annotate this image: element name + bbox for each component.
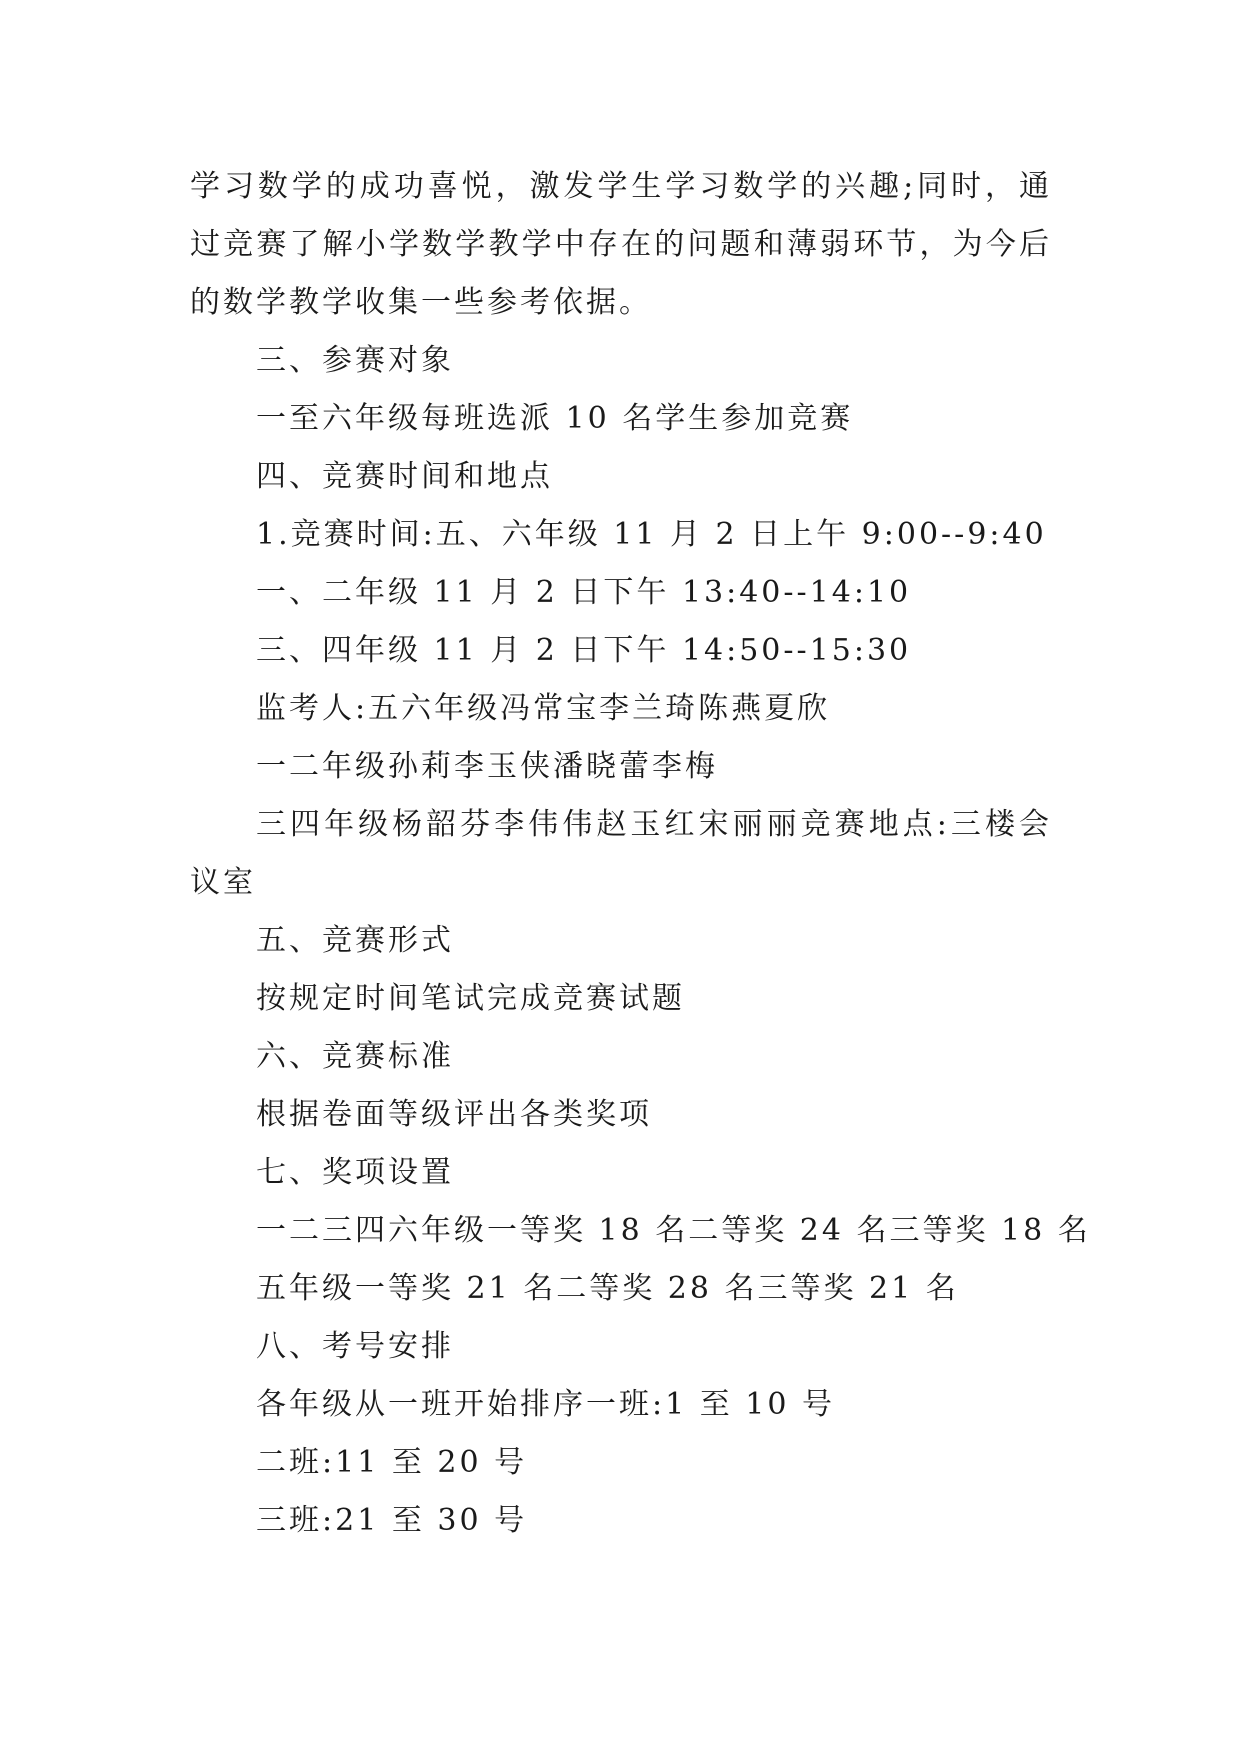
document-body bbox=[190, 158, 1091, 1550]
participants-text: 一至六年级每班选派 10 名学生参加竞赛 bbox=[256, 401, 854, 436]
section-heading-numbering: 八、考号安排 bbox=[256, 1329, 454, 1364]
intro-paragraph bbox=[190, 158, 1052, 332]
numbering-line: 三班:21 至 30 号 bbox=[256, 1503, 528, 1538]
proctor-line: 一二年级孙莉李玉侠潘晓蕾李梅 bbox=[256, 749, 718, 784]
proctor-line: 三四年级杨韶芬李伟伟赵玉红宋丽丽竞赛地点:三楼会 bbox=[256, 807, 1052, 842]
section-heading-format: 五、竞赛形式 bbox=[256, 923, 454, 958]
section-heading-time-place: 四、竞赛时间和地点 bbox=[256, 459, 553, 494]
format-text: 按规定时间笔试完成竞赛试题 bbox=[256, 981, 685, 1016]
time-line: 三、四年级 11 月 2 日下午 14:50--15:30 bbox=[256, 633, 912, 668]
section-heading-awards: 七、奖项设置 bbox=[256, 1155, 454, 1190]
section-heading-participants: 三、参赛对象 bbox=[256, 343, 454, 378]
time-line: 1.竞赛时间:五、六年级 11 月 2 日上午 9:00--9:40 bbox=[256, 517, 1047, 552]
standard-text: 根据卷面等级评出各类奖项 bbox=[256, 1097, 652, 1132]
section-heading-standard: 六、竞赛标准 bbox=[256, 1039, 454, 1074]
award-line: 五年级一等奖 21 名二等奖 28 名三等奖 21 名 bbox=[256, 1271, 959, 1306]
intro-line: 学习数学的成功喜悦，激发学生学习数学的兴趣;同时，通 bbox=[190, 169, 1052, 204]
proctor-paragraph bbox=[190, 796, 1052, 912]
proctor-line-continued: 议室 bbox=[190, 865, 256, 900]
time-line: 一、二年级 11 月 2 日下午 13:40--14:10 bbox=[256, 575, 912, 610]
numbering-line: 二班:11 至 20 号 bbox=[256, 1445, 528, 1480]
award-line: 一二三四六年级一等奖 18 名二等奖 24 名三等奖 18 名 bbox=[256, 1213, 1091, 1248]
intro-line: 的数学教学收集一些参考依据。 bbox=[190, 285, 652, 320]
intro-line: 过竞赛了解小学数学教学中存在的问题和薄弱环节，为今后 bbox=[190, 227, 1052, 262]
proctor-line: 监考人:五六年级冯常宝李兰琦陈燕夏欣 bbox=[256, 691, 831, 726]
numbering-line: 各年级从一班开始排序一班:1 至 10 号 bbox=[256, 1387, 835, 1422]
